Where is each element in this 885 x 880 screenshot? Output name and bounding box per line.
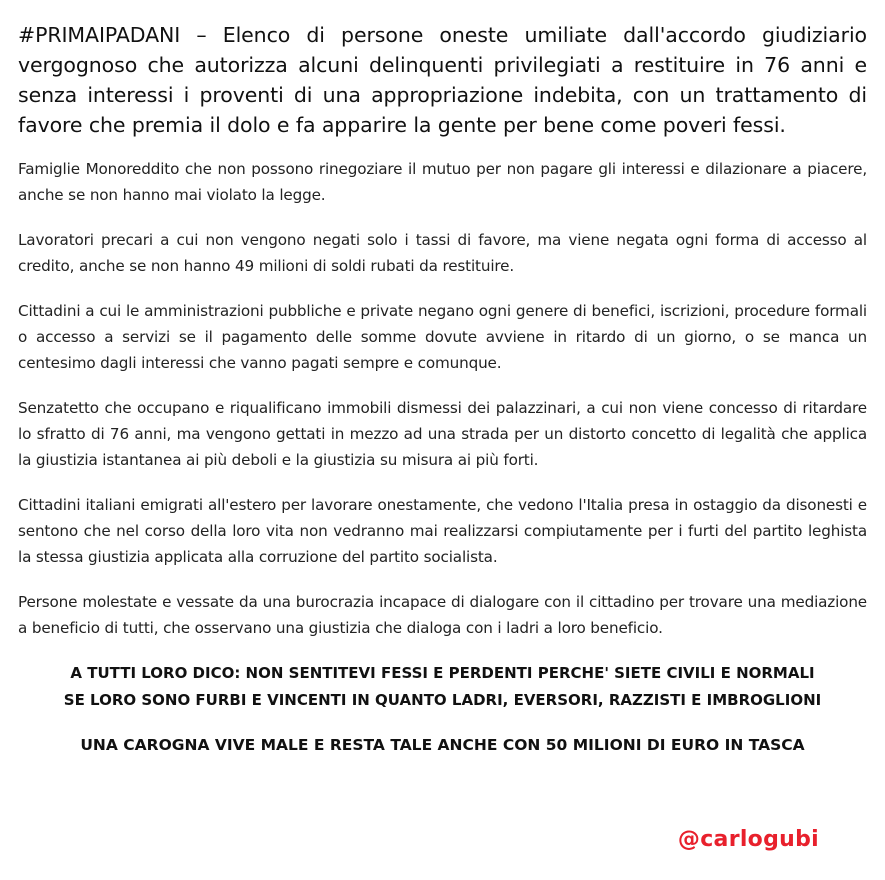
- closing-final-line: UNA CAROGNA VIVE MALE E RESTA TALE ANCHE CON 50 MILIONI DI EURO IN TASCA: [80, 736, 805, 754]
- author-handle: @carlogubi: [677, 827, 819, 852]
- paragraph-emigrati: Cittadini italiani emigrati all'estero per lavorare onestamente, che vedono l'Italia presa in ostaggio da disonesti e sentono che nel corso della loro vita non vedranno mai realizzarsi compiutamente per i furti del partito leghista la stessa giustizia applicata alla corruzione del partito socialista.: [18, 496, 867, 566]
- paragraph-monoreddito: Famiglie Monoreddito che non possono rinegoziare il mutuo per non pagare gli interessi e dilazionare a piacere, anche se non hanno mai violato la legge.: [18, 160, 867, 204]
- paragraph-senzatetto: Senzatetto che occupano e riqualificano immobili dismessi dei palazzinari, a cui non viene concesso di ritardare lo sfratto di 76 anni, ma vengono gettati in mezzo ad una strada per un distorto concetto di legalità che applica la giustizia istantanea ai più deboli e la giustizia su misura ai più forti.: [18, 399, 867, 469]
- closing-line-2: SE LORO SONO FURBI E VINCENTI IN QUANTO LADRI, EVERSORI, RAZZISTI E IMBROGLIONI: [63, 691, 822, 709]
- paragraph-cittadini: Cittadini a cui le amministrazioni pubbliche e private negano ogni genere di benefici, iscrizioni, procedure formali o accesso a servizi se il pagamento delle somme dovute avviene in ritardo di un giorno, o se manca un centesimo dagli interessi che vanno pagati sempre e comunque.: [18, 302, 867, 372]
- paragraph-precari: Lavoratori precari a cui non vengono negati solo i tassi di favore, ma viene negata ogni forma di accesso al credito, anche se non hanno 49 milioni di soldi rubati da restituire.: [18, 231, 867, 275]
- headline: #PRIMAIPADANI – Elenco di persone oneste umiliate dall'accordo giudiziario vergognoso che autorizza alcuni delinquenti privilegiati a restituire in 76 anni e senza interessi i proventi di una appropriazione indebita, con un trattamento di favore che premia il dolo e fa apparire la gente per bene come poveri fessi.: [18, 23, 867, 137]
- closing-line-1: A TUTTI LORO DICO: NON SENTITEVI FESSI E PERDENTI PERCHE' SIETE CIVILI E NORMALI: [70, 664, 815, 682]
- paragraph-burocrazia: Persone molestate e vessate da una burocrazia incapace di dialogare con il cittadino per trovare una mediazione a beneficio di tutti, che osservano una giustizia che dialoga con i ladri a loro beneficio.: [18, 593, 867, 637]
